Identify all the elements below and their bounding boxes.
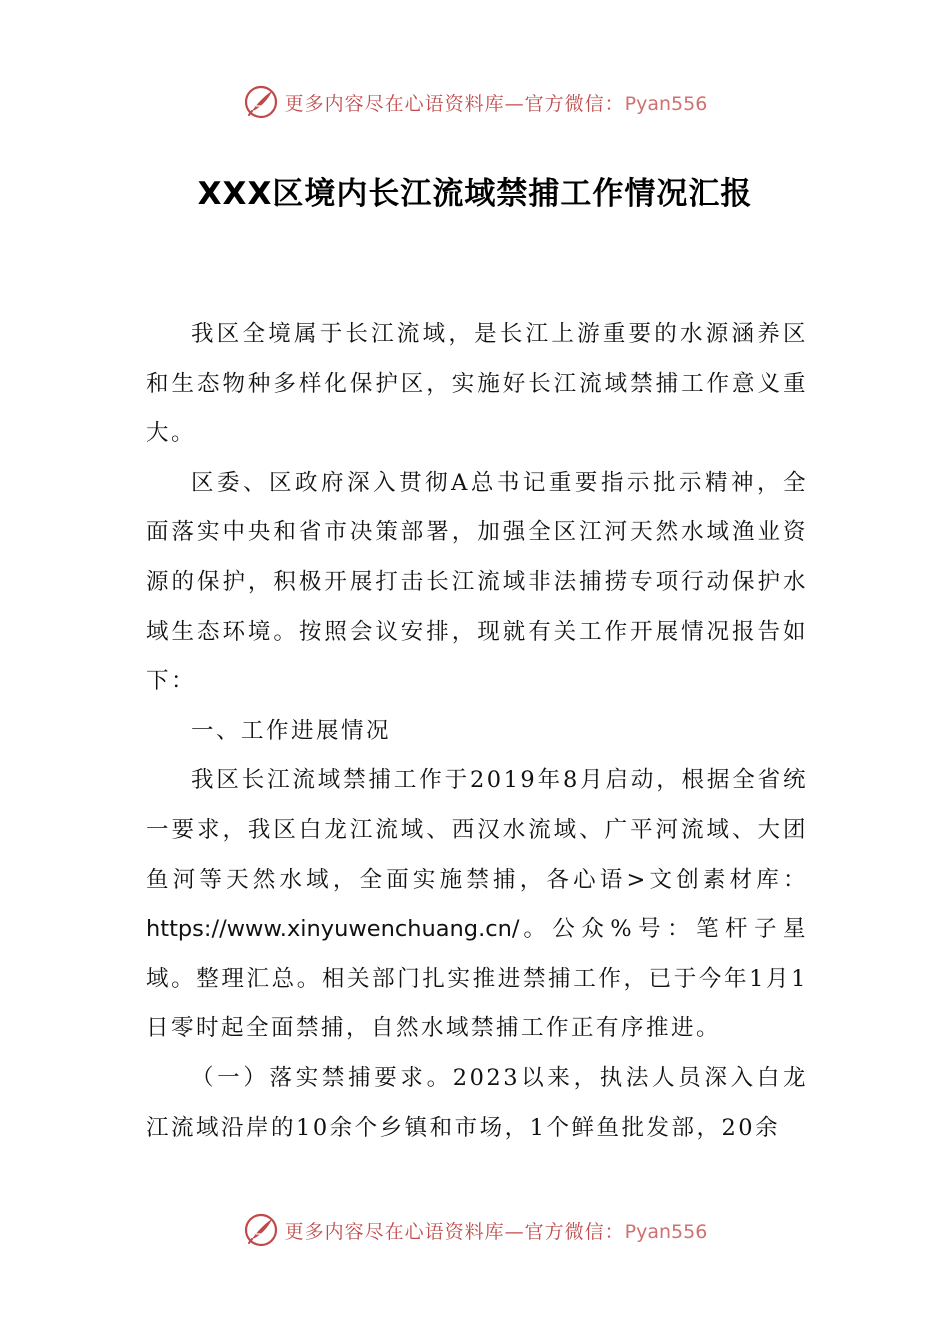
- quill-logo-icon: [243, 84, 279, 120]
- paragraph-3: 我区长江流域禁捕工作于2019年8月启动，根据全省统一要求，我区白龙江流域、西汉水流域、广平河流域、大团鱼河等天然水域，全面实施禁捕，各心语>文创素材库：https://www.xinyuwenchuang.cn/。公众%号：笔杆子星域。整理汇总。相关部门扎实推进禁捕工作，已于今年1月1日零时起全面禁捕，自然水域禁捕工作正有序推进。: [146, 767, 808, 1042]
- header-banner-text: 更多内容尽在心语资料库—官方微信：Pyan556: [284, 92, 708, 115]
- paragraph-3-url: https://www.xinyuwenchuang.cn/: [146, 916, 520, 943]
- paragraph-2: 区委、区政府深入贯彻A总书记重要指示批示精神，全面落实中央和省市决策部署，加强全区江河天然水域渔业资源的保护，积极开展打击长江流域非法捕捞专项行动保护水域生态环境。按照会议安排，现就有关工作开展情况报告如下：: [146, 469, 808, 695]
- header-banner: [0, 82, 950, 122]
- footer-banner-text: 更多内容尽在心语资料库—官方微信：Pyan556: [284, 1220, 708, 1243]
- quill-logo-icon: [243, 1212, 279, 1248]
- section-heading-1: 一、工作进展情况: [191, 717, 392, 744]
- paragraph-1: 我区全境属于长江流域，是长江上游重要的水源涵养区和生态物种多样化保护区，实施好长江流域禁捕工作意义重大。: [146, 321, 808, 447]
- footer-banner: [0, 1210, 950, 1250]
- document-title: XXX区境内长江流域禁捕工作情况汇报: [197, 176, 753, 212]
- header-banner-wechat-id: Pyan556: [624, 92, 708, 115]
- footer-banner-wechat-id: Pyan556: [624, 1220, 708, 1243]
- document-body: [146, 310, 808, 1153]
- paragraph-4: （一）落实禁捕要求。2023以来，执法人员深入白龙江流域沿岸的10余个乡镇和市场，1个鲜鱼批发部，20余: [146, 1064, 808, 1141]
